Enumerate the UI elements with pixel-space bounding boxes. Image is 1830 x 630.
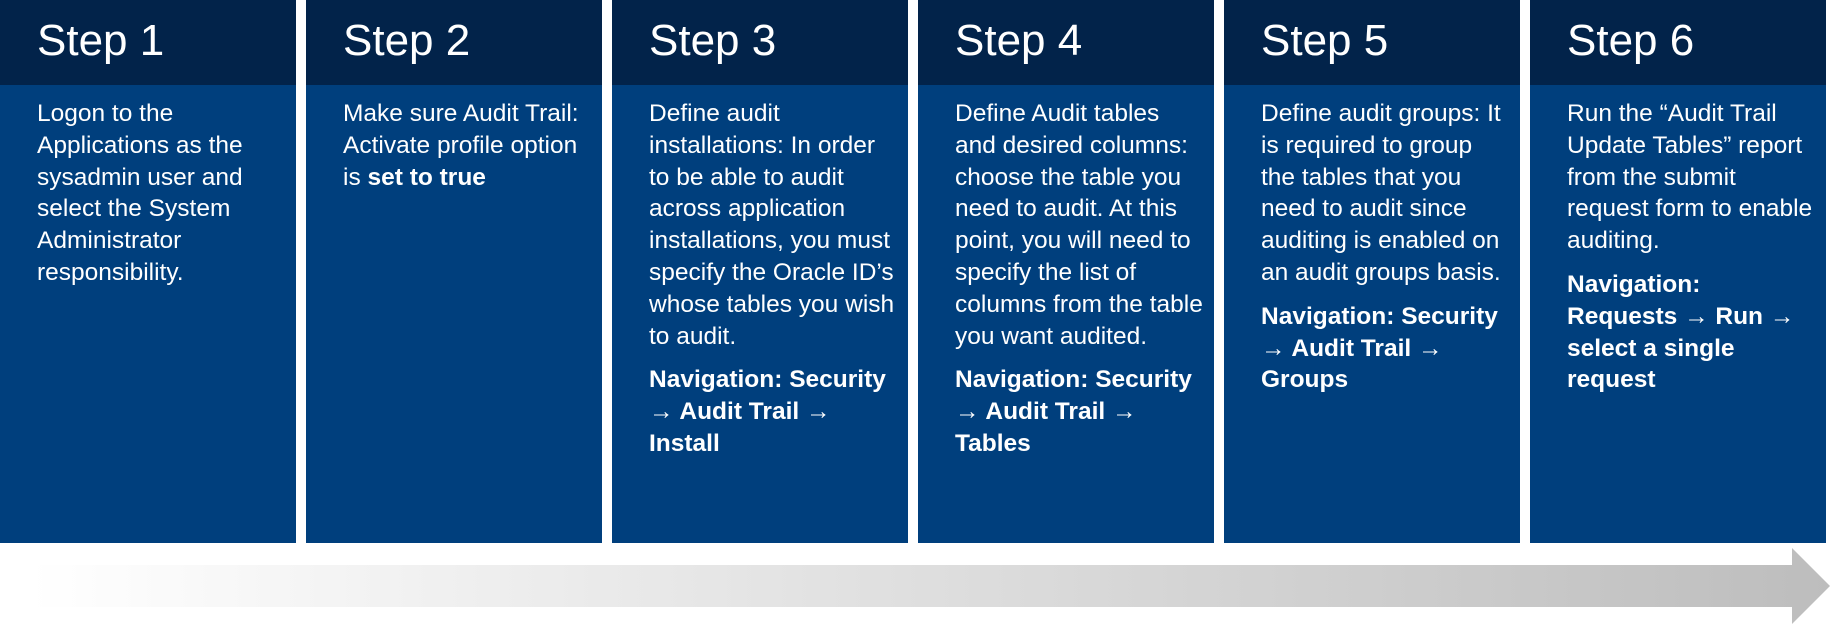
step-3-navigation xyxy=(649,364,899,459)
step-6-column xyxy=(1530,0,1826,543)
step-2-title: Step 2 xyxy=(343,16,471,65)
step-1-text: Logon to the Applications as the sysadmin user and select the System Administrator responsibility. xyxy=(37,100,243,286)
step-2-text: Make sure Audit Trail: Activate profile option is xyxy=(343,100,579,191)
step-1-column xyxy=(0,0,296,543)
progress-arrow-shape xyxy=(30,548,1830,624)
step-4-nav-path: Security → Audit Trail → Tables xyxy=(955,366,1192,457)
step-6-body xyxy=(1567,98,1817,396)
step-3-header xyxy=(612,0,908,85)
step-4-nav-label: Navigation: xyxy=(955,366,1089,394)
step-2-description xyxy=(343,98,593,193)
step-3-nav-path: Security → Audit Trail → Install xyxy=(649,366,886,457)
step-4-description xyxy=(955,98,1205,352)
step-5-navigation xyxy=(1261,301,1511,396)
step-6-navigation xyxy=(1567,269,1817,396)
step-2-body xyxy=(343,98,593,193)
step-3-title: Step 3 xyxy=(649,16,777,65)
step-3-description xyxy=(649,98,899,352)
step-6-header xyxy=(1530,0,1826,85)
step-5-description xyxy=(1261,98,1511,289)
step-4-header xyxy=(918,0,1214,85)
step-5-nav-label: Navigation: xyxy=(1261,302,1395,330)
step-5-title: Step 5 xyxy=(1261,16,1389,65)
step-6-nav-path: Requests → Run → select a single request xyxy=(1567,302,1795,394)
step-5-text: Define audit groups: It is required to group the tables that you need to audit since auditing is enabled on an audit groups basis. xyxy=(1261,100,1501,286)
step-1-header xyxy=(0,0,296,85)
step-6-text: Run the “Audit Trail Update Tables” report from the submit request form to enable auditing. xyxy=(1567,100,1813,255)
step-4-body xyxy=(955,98,1205,460)
step-4-title: Step 4 xyxy=(955,16,1083,65)
step-5-header xyxy=(1224,0,1520,85)
step-4-navigation xyxy=(955,364,1205,459)
step-1-body xyxy=(37,98,287,289)
step-4-text: Define Audit tables and desired columns: choose the table you need to audit. At this point, you will need to specify the list of columns from the table you want audited. xyxy=(955,100,1203,350)
progress-arrow-icon xyxy=(30,548,1830,624)
step-5-nav-path: Security → Audit Trail → Groups xyxy=(1261,302,1498,394)
step-6-title: Step 6 xyxy=(1567,16,1695,65)
step-2-column xyxy=(306,0,602,543)
step-3-nav-label: Navigation: xyxy=(649,366,783,394)
step-4-column xyxy=(918,0,1214,543)
step-6-nav-label: Navigation: xyxy=(1567,270,1701,298)
step-6-description xyxy=(1567,98,1817,257)
step-3-body xyxy=(649,98,899,460)
step-3-text: Define audit installations: In order to be able to audit across application installations, you must specify the Oracle ID’s whose tables you wish to audit. xyxy=(649,100,895,350)
step-1-title: Step 1 xyxy=(37,16,165,65)
step-5-column xyxy=(1224,0,1520,543)
step-2-header xyxy=(306,0,602,85)
step-5-body xyxy=(1261,98,1511,396)
step-1-description xyxy=(37,98,287,289)
step-2-emphasis: set to true xyxy=(367,163,486,191)
step-3-column xyxy=(612,0,908,543)
